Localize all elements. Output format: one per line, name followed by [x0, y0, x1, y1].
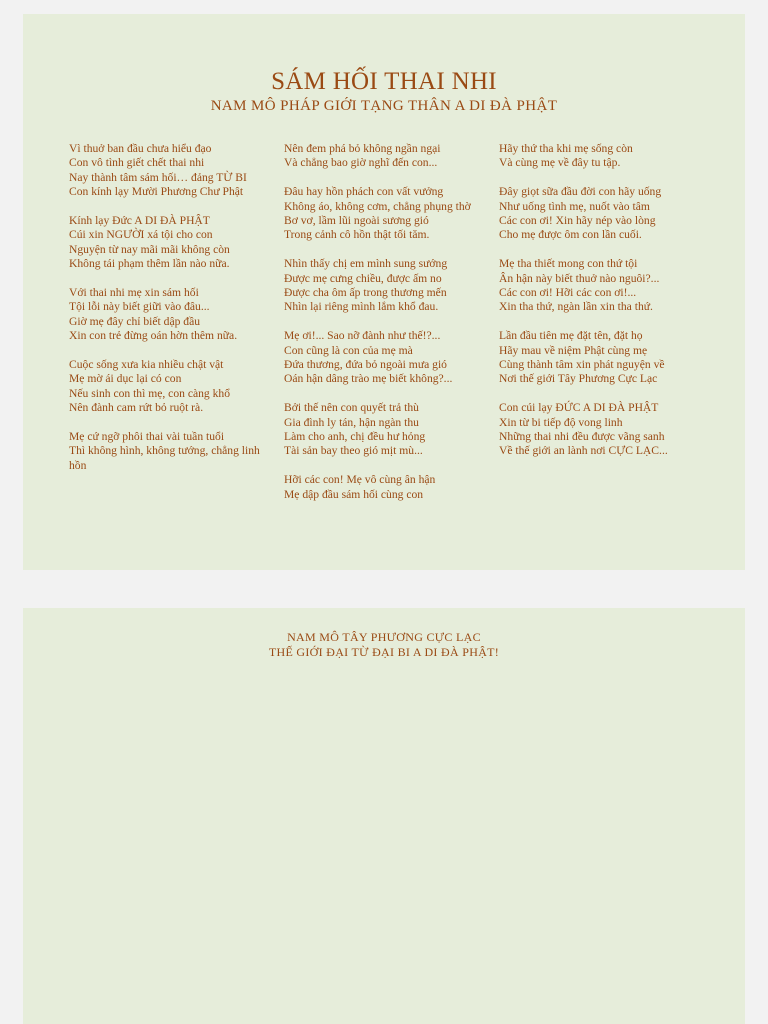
poem-line: Nơi thế giới Tây Phương Cực Lạc [499, 372, 658, 386]
poem-line: Cuộc sống xưa kia nhiều chật vật [69, 358, 224, 372]
poem-line: Nhìn thấy chị em mình sung sướng [284, 257, 448, 271]
poem-line: Bởi thế nên con quyết trả thù [284, 401, 419, 415]
poem-stanza [499, 142, 729, 171]
poem-stanza [69, 286, 269, 344]
poem-line: Và chẳng bao giờ nghĩ đến con... [284, 156, 438, 170]
poem-stanza [499, 185, 729, 243]
poem-line: Tội lỗi này biết giữi vào đâu... [69, 300, 210, 314]
poem-line: Bơ vơ, lầm lũi ngoài sương gió [284, 214, 429, 228]
poem-line: Giờ mẹ đây chỉ biết dập đầu [69, 314, 201, 328]
poem-line: Xin con trẻ đừng oán hờn thêm nữa. [69, 329, 238, 343]
poem-line: Nếu sinh con thì mẹ, con càng khổ [69, 386, 230, 400]
poem-line: Vì thuở ban đầu chưa hiểu đạo [69, 142, 212, 155]
poem-line: Ân hận này biết thuở nào nguôi?... [499, 271, 660, 285]
poem-line: Oán hận dâng trào mẹ biết không?... [284, 372, 453, 386]
poem-line: Con kính lạy Mười Phương Chư Phật [69, 185, 244, 199]
poem-line: Cùng thành tâm xin phát nguyện về [499, 358, 665, 372]
page-subtitle: NAM MÔ PHÁP GIỚI TẠNG THÂN A DI ĐÀ PHẬT [210, 98, 558, 114]
poem-stanza [69, 142, 269, 200]
poem-line: Và cùng mẹ về đây tu tập. [499, 156, 621, 170]
poem-line: Xin tha thứ, ngàn lần xin tha thứ. [499, 300, 653, 314]
poem-line: Mẹ dập đầu sám hối cùng con [284, 487, 424, 501]
closing-line-2: THẾ GIỚI ĐẠI TỪ ĐẠI BI A DI ĐÀ PHẬT! [268, 645, 500, 659]
poem-line: Hãy mau về niệm Phật cùng mẹ [499, 343, 648, 357]
poem-column-2 [284, 142, 484, 516]
closing-invocation [23, 630, 745, 660]
poem-line: Xin từ bi tiếp độ vong linh [499, 415, 623, 429]
poem-line: Được cha ôm ấp trong thương mến [284, 286, 447, 300]
poem-stanza [69, 430, 269, 473]
poem-line: Con vô tình giết chết thai nhi [69, 156, 205, 170]
poem-stanza [499, 329, 729, 387]
poem-line: Mẹ tha thiết mong con thứ tội [499, 257, 638, 271]
poem-line: Đây giọt sữa đầu đời con hãy uống [499, 185, 662, 199]
poem-line: Với thai nhi mẹ xin sám hối [69, 286, 199, 300]
poem-stanza [284, 142, 484, 171]
document-page-2 [23, 608, 745, 1024]
poem-line: Làm cho anh, chị đều hư hỏng [284, 430, 426, 444]
poem-line: Con cũng là con của mẹ mà [284, 343, 413, 357]
poem-line: Con cúi lạy ĐỨC A DI ĐÀ PHẬT [499, 401, 659, 415]
poem-line: Không áo, không cơm, chẳng phụng thờ [284, 199, 471, 213]
poem-line: Các con ơi! Xin hãy nép vào lòng [499, 214, 656, 228]
poem-line: Về thế giới an lành nơi CỰC LẠC... [499, 444, 668, 458]
poem-stanza [284, 257, 484, 315]
poem-stanza [499, 257, 729, 315]
poem-line: Kính lạy Đức A DI ĐÀ PHẬT [69, 214, 210, 228]
poem-line: Được mẹ cưng chiều, được ấm no [284, 271, 442, 285]
closing-line-1: NAM MÔ TÂY PHƯƠNG CỰC LẠC [287, 630, 481, 644]
poem-line: Mẹ mờ ái dục lại có con [69, 372, 182, 386]
document-page-1 [23, 14, 745, 570]
poem-stanza [499, 401, 729, 459]
poem-line: Tài sản bay theo gió mịt mù... [284, 444, 423, 458]
poem-column-1 [69, 142, 269, 488]
poem-line: Thì không hình, không tướng, chẳng linh hồn [69, 444, 260, 472]
poem-line: Những thai nhi đều được vãng sanh [499, 430, 665, 444]
poem-line: Đứa thương, đứa bỏ ngoài mưa gió [284, 358, 447, 372]
poem-line: Nhìn lại riêng mình lắm khổ đau. [284, 300, 439, 314]
page-title: SÁM HỐI THAI NHI [271, 68, 497, 95]
poem-stanza [69, 214, 269, 272]
poem-line: Mẹ ơi!... Sao nỡ đành như thế!?... [284, 329, 441, 343]
poem-line: Đâu hay hồn phách con vất vưởng [284, 185, 444, 199]
poem-column-3 [499, 142, 729, 473]
poem-stanza [284, 401, 484, 459]
poem-line: Hãy thứ tha khi mẹ sống còn [499, 142, 633, 155]
poem-stanza [284, 473, 484, 502]
poem-stanza [284, 329, 484, 387]
poem-line: Gia đình ly tán, hận ngàn thu [284, 415, 419, 429]
poem-line: Hỡi các con! Mẹ vô cùng ân hận [284, 473, 436, 487]
poem-line: Cúi xin NGƯỜI xá tội cho con [69, 228, 213, 242]
poem-line: Trong cảnh cô hồn thật tối tăm. [284, 228, 430, 242]
poem-line: Nguyện từ nay mãi mãi không còn [69, 242, 230, 256]
poem-line: Cho mẹ được ôm con lần cuối. [499, 228, 642, 242]
poem-line: Các con ơi! Hỡi các con ơi!... [499, 286, 637, 300]
poem-stanza [69, 358, 269, 416]
poem-line: Nên đem phá bỏ không ngần ngại [284, 142, 441, 155]
poem-line: Như uống tình mẹ, nuốt vào tâm [499, 199, 650, 213]
poem-line: Mẹ cứ ngỡ phôi thai vài tuần tuổi [69, 430, 225, 444]
poem-stanza [284, 185, 484, 243]
poem-line: Nay thành tâm sám hối… đảng TỪ BI [69, 170, 247, 184]
poem-line: Không tái phạm thêm lần nào nữa. [69, 257, 230, 271]
poem-line: Nên đành cam rứt bỏ ruột rà. [69, 401, 204, 415]
poem-line: Lần đầu tiên mẹ đặt tên, đặt họ [499, 329, 643, 343]
